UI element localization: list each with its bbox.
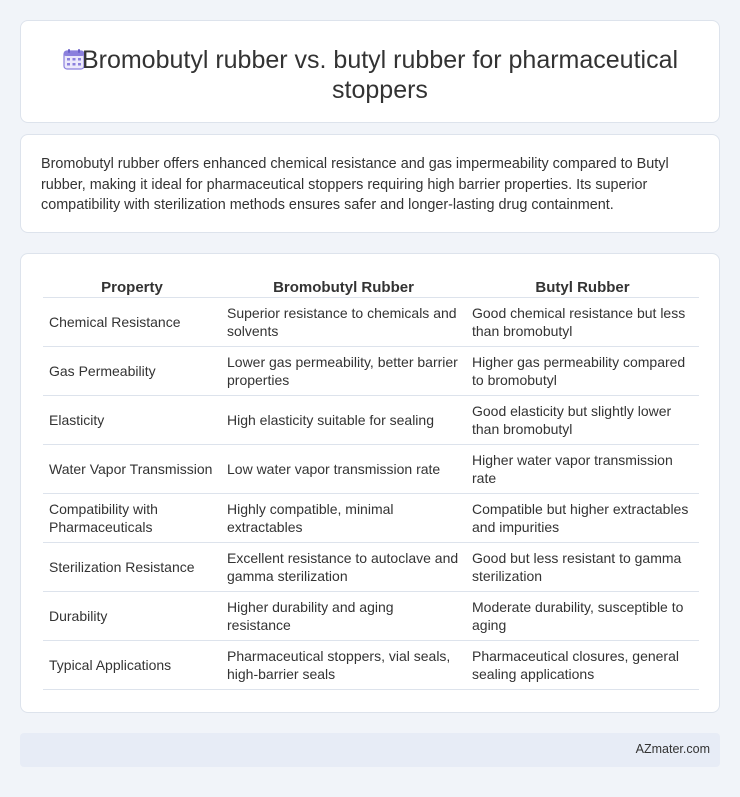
property-cell: Typical Applications	[43, 641, 221, 690]
table-row	[43, 298, 699, 347]
butyl-cell: Compatible but higher extractables and impurities	[466, 494, 699, 543]
property-cell: Elasticity	[43, 396, 221, 445]
butyl-cell: Higher water vapor transmission rate	[466, 445, 699, 494]
table-row	[43, 445, 699, 494]
bromobutyl-cell: Higher durability and aging resistance	[221, 592, 466, 641]
butyl-cell: Good elasticity but slightly lower than bromobutyl	[466, 396, 699, 445]
table-row	[43, 641, 699, 690]
bromobutyl-cell: High elasticity suitable for sealing	[221, 396, 466, 445]
bromobutyl-cell: Excellent resistance to autoclave and gamma sterilization	[221, 543, 466, 592]
header-property: Property	[43, 276, 221, 298]
table-row	[43, 494, 699, 543]
table-row	[43, 396, 699, 445]
table-header-row	[43, 276, 699, 298]
bromobutyl-cell: Superior resistance to chemicals and solvents	[221, 298, 466, 347]
bromobutyl-cell: Highly compatible, minimal extractables	[221, 494, 466, 543]
comparison-table-card	[20, 253, 720, 713]
summary-text: Bromobutyl rubber offers enhanced chemical resistance and gas impermeability compared to Butyl rubber, making it ideal for pharmaceutical stoppers requiring high barrier properties. Its superior compatibility with sterilization methods ensures safer and longer-lasting drug containment.	[41, 156, 669, 213]
comparison-table	[43, 276, 699, 690]
property-cell: Durability	[43, 592, 221, 641]
butyl-cell: Good chemical resistance but less than bromobutyl	[466, 298, 699, 347]
property-cell: Compatibility with Pharmaceuticals	[43, 494, 221, 543]
property-cell: Chemical Resistance	[43, 298, 221, 347]
butyl-cell: Good but less resistant to gamma sterilization	[466, 543, 699, 592]
property-cell: Sterilization Resistance	[43, 543, 221, 592]
header-bromobutyl: Bromobutyl Rubber	[221, 276, 466, 298]
table-row	[43, 347, 699, 396]
table-row	[43, 543, 699, 592]
title-card	[20, 20, 720, 123]
property-cell: Water Vapor Transmission	[43, 445, 221, 494]
summary-card	[20, 134, 720, 233]
butyl-cell: Moderate durability, susceptible to aging	[466, 592, 699, 641]
property-cell: Gas Permeability	[43, 347, 221, 396]
table-row	[43, 592, 699, 641]
footer-site-link[interactable]: AZmater.com	[635, 742, 710, 756]
butyl-cell: Higher gas permeability compared to bromobutyl	[466, 347, 699, 396]
bromobutyl-cell: Pharmaceutical stoppers, vial seals, high-barrier seals	[221, 641, 466, 690]
bromobutyl-cell: Low water vapor transmission rate	[221, 445, 466, 494]
header-butyl: Butyl Rubber	[466, 276, 699, 298]
footer-bar	[20, 733, 720, 767]
butyl-cell: Pharmaceutical closures, general sealing applications	[466, 641, 699, 690]
page-title: Bromobutyl rubber vs. butyl rubber for pharmaceutical stoppers	[81, 46, 679, 104]
bromobutyl-cell: Lower gas permeability, better barrier properties	[221, 347, 466, 396]
